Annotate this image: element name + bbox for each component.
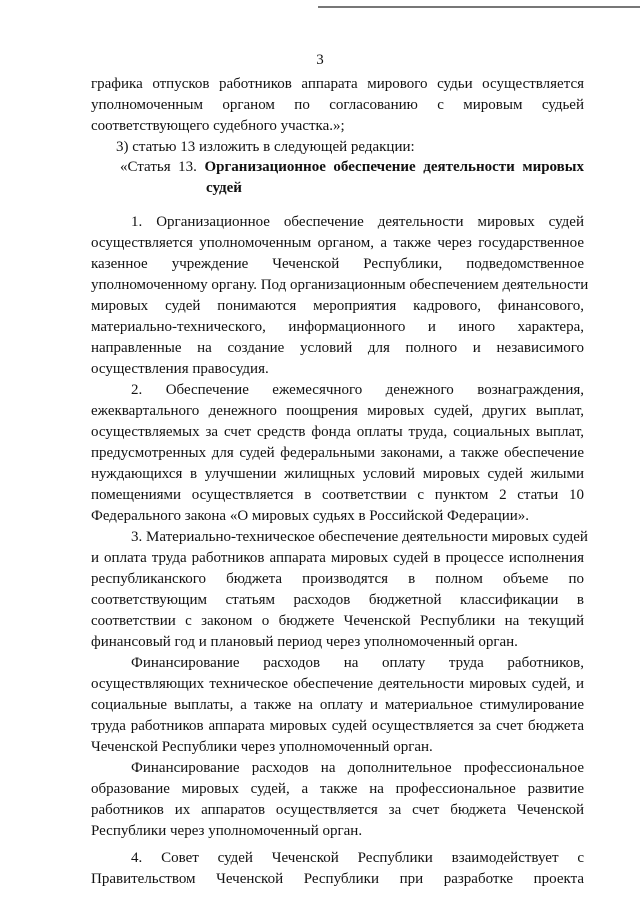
text-line: осуществления правосудия. bbox=[91, 361, 269, 377]
text-line: социальные выплаты, а также на оплату и материальное стимулирование bbox=[91, 697, 584, 713]
text-line: работников их аппаратов осуществляется за счет бюджета Чеченской bbox=[91, 802, 584, 818]
article-heading-number: «Статья 13. bbox=[120, 159, 205, 175]
text-line: помещениями осуществляется в соответствии с пунктом 2 статьи 10 bbox=[91, 487, 584, 503]
text-line: осуществляется уполномоченным органом, а также через государственное bbox=[91, 235, 584, 251]
text-line: 4. Совет судей Чеченской Республики взаимодействует с bbox=[131, 850, 584, 866]
text-line: 3. Материально-техническое обеспечение деятельности мировых судей bbox=[131, 529, 588, 545]
text-line: и оплата труда работников аппарата мировых судей в процессе исполнения bbox=[91, 550, 584, 566]
text-line: 1. Организационное обеспечение деятельности мировых судей bbox=[131, 214, 584, 230]
text-line: Чеченской Республики через уполномоченный орган. bbox=[91, 739, 433, 755]
text-line: финансовый год и плановый период через уполномоченный орган. bbox=[91, 634, 518, 650]
text-line: Федерального закона «О мировых судьях в Российской Федерации». bbox=[91, 508, 530, 524]
text-line: соответствующим статьям расходов бюджетной классификации в bbox=[91, 592, 584, 608]
text-line: труда работников аппарата мировых судей осуществляется за счет бюджета bbox=[91, 718, 584, 734]
text-line: 2. Обеспечение ежемесячного денежного вознаграждения, bbox=[131, 382, 584, 398]
text-line: Финансирование расходов на дополнительное профессиональное bbox=[131, 760, 584, 776]
text-line: соответствии с законом о бюджете Чеченской Республики на текущий bbox=[91, 613, 584, 629]
text-line: Республики через уполномоченный орган. bbox=[91, 823, 363, 839]
text-line: 3) статью 13 изложить в следующей редакции: bbox=[116, 139, 415, 155]
text-line: Финансирование расходов на оплату труда работников, bbox=[131, 655, 584, 671]
text-line: осуществляемых за счет средств фонда оплаты труда, социальных выплат, bbox=[91, 424, 584, 440]
article-heading-title: Организационное обеспечение деятельности мировых bbox=[204, 159, 584, 175]
text-line: Правительством Чеченской Республики при разработке проекта bbox=[91, 871, 584, 887]
text-line: республиканского бюджета производятся в полном объеме по bbox=[91, 571, 584, 587]
text-line: графика отпусков работников аппарата мирового судьи осуществляется bbox=[91, 76, 584, 92]
page-number: 3 bbox=[316, 52, 324, 68]
text-line: материально-технического, информационного и иного характера, bbox=[91, 319, 584, 335]
text-line: осуществляющих техническое обеспечение деятельности мировых судей, и bbox=[91, 676, 584, 692]
text-line: направленные на создание условий для полного и независимого bbox=[91, 340, 584, 356]
article-heading-continuation: судей bbox=[206, 180, 242, 196]
article-heading bbox=[120, 157, 584, 177]
text-line: казенное учреждение Чеченской Республики, подведомственное bbox=[91, 256, 584, 272]
text-line: мировых судей понимаются мероприятия кадрового, финансового, bbox=[91, 298, 584, 314]
text-line: уполномоченным органом по согласованию с мировым судьей bbox=[91, 97, 584, 113]
text-line: предусмотренных для судей федеральными законами, а также обеспечение bbox=[91, 445, 584, 461]
text-line: уполномоченному органу. Под организационным обеспечением деятельности bbox=[91, 277, 589, 293]
text-line: соответствующего судебного участка.»; bbox=[91, 118, 345, 134]
text-line: нуждающихся в улучшении жилищных условий мировых судей жилыми bbox=[91, 466, 584, 482]
text-line: образование мировых судей, а также на профессиональное развитие bbox=[91, 781, 584, 797]
scan-edge-line bbox=[318, 6, 640, 8]
text-line: ежеквартального денежного поощрения мировых судей, других выплат, bbox=[91, 403, 584, 419]
